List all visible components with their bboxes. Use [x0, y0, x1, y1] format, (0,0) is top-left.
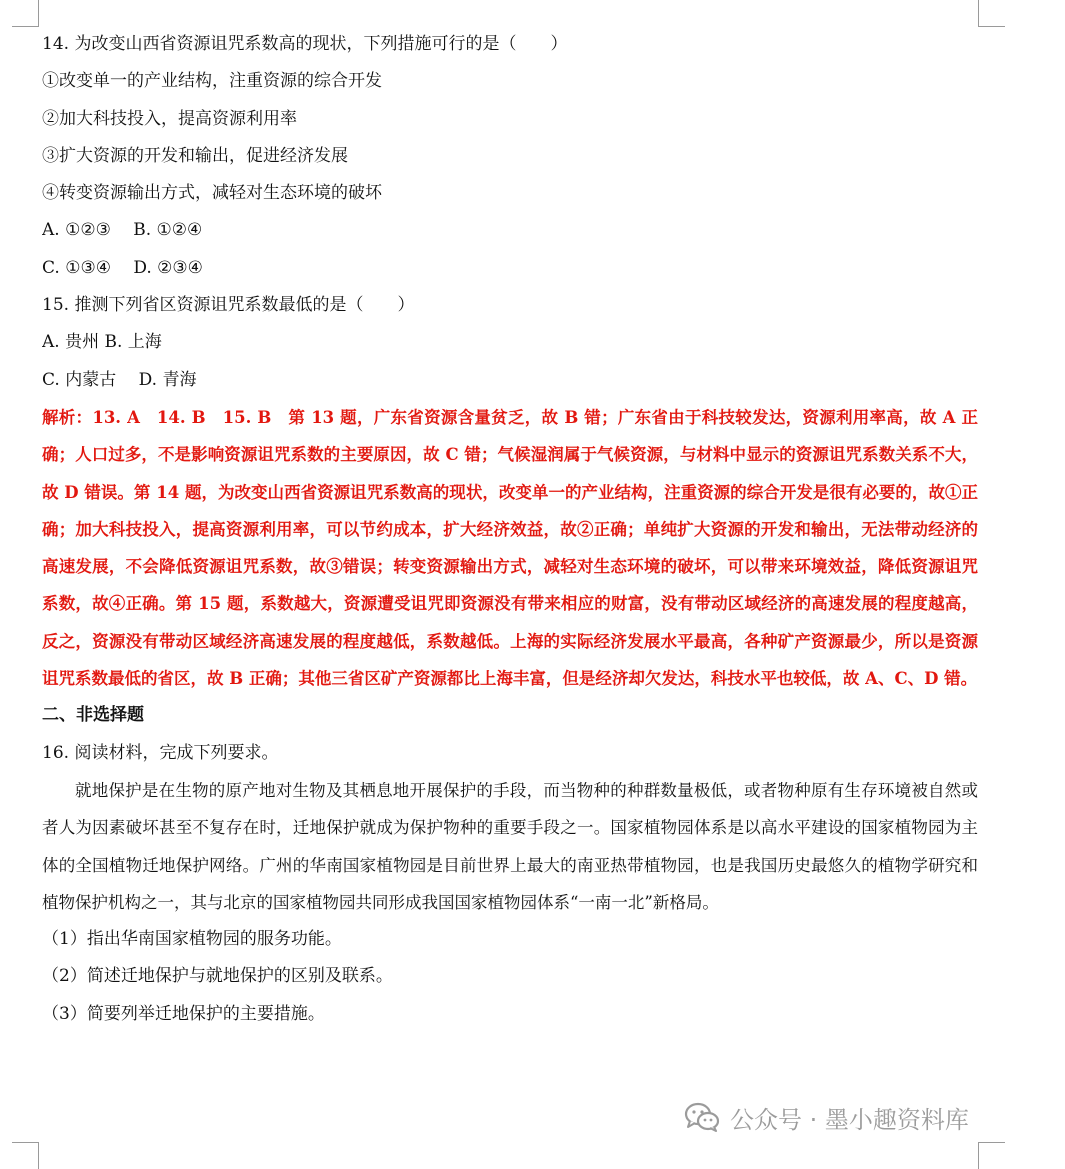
- watermark: [684, 1097, 969, 1137]
- crop-mark-bottom-left: [12, 1142, 39, 1169]
- wechat-icon: [684, 1102, 720, 1132]
- q15-stem: 15. 推测下列省区资源诅咒系数最低的是（ ）: [42, 295, 415, 316]
- q14-item-1: ①改变单一的产业结构，注重资源的综合开发: [42, 71, 382, 92]
- q16-subquestion-3: （3）简要列举迁地保护的主要措施。: [42, 1003, 325, 1024]
- watermark-text: 公众号 · 墨小趣资料库: [730, 1105, 969, 1134]
- q16-subquestion-1: （1）指出华南国家植物园的服务功能。: [42, 929, 342, 950]
- analysis-paragraph: 解析：13. A 14. B 15. B 第 13 题，广东省资源含量贫乏，故 B 错；广东省由于科技较发达，资源利用率高，故 A 正确；人口过多，不是影响资源诅咒系数的主要原因，故 C 错；气候湿润属于气候资源，与材料中显示的资源诅咒系数关系不大，故 D 错误。第 14 题，为改变山西省资源诅咒系数高的现状，改变单一的产业结构，注重资源的综合开发是很有必要的，故①正确；加大科技投入，提高资源利用率，可以节约成本，扩大经济效益，故②正确；单纯扩大资源的开发和输出，无法带动经济的高速发展，不会降低资源诅咒系数，故③错误；转变资源输出方式，减轻对生态环境的破坏，可以带来环境效益，降低资源诅咒系数，故④正确。第 15 题，系数越大，资源遭受诅咒即资源没有带来相应的财富，没有带动区域经济的高速发展的程度越高，反之，资源没有带动区域经济高速发展的程度越低，系数越低。上海的实际经济发展水平最高，各种矿产资源最少，所以是资源诅咒系数最低的省区，故 B 正确；其他三省区矿产资源都比上海丰富，但是经济却欠发达，科技水平也较低，故 A、C、D 错。: [42, 407, 978, 689]
- q16-stem: 16. 阅读材料，完成下列要求。: [42, 742, 279, 763]
- crop-mark-bottom-right: [978, 1142, 1005, 1169]
- q14-options-row-1: A. ①②③ B. ①②④: [42, 220, 203, 241]
- section-heading: 二、非选择题: [42, 705, 144, 726]
- q14-stem: 14. 为改变山西省资源诅咒系数高的现状，下列措施可行的是（ ）: [42, 34, 568, 54]
- q16-material: 就地保护是在生物的原产地对生物及其栖息地开展保护的手段，而当物种的种群数量极低，或者物种原有生存环境被自然或者人为因素破坏甚至不复存在时，迁地保护就成为保护物种的重要手段之一。国家植物园体系是以高水平建设的国家植物园为主体的全国植物迁地保护网络。广州的华南国家植物园是目前世界上最大的南亚热带植物园，也是我国历史最悠久的植物学研究和植物保护机构之一，其与北京的国家植物园共同形成我国国家植物园体系“一南一北”新格局。: [42, 780, 978, 912]
- document-body: [42, 26, 978, 1033]
- q15-options-row-1: A. 贵州 B. 上海: [42, 332, 162, 353]
- q14-options-row-2: C. ①③④ D. ②③④: [42, 257, 203, 278]
- crop-mark-top-left: [12, 0, 39, 27]
- q16-subquestion-2: （2）简述迁地保护与就地保护的区别及联系。: [42, 966, 393, 987]
- q14-item-3: ③扩大资源的开发和输出，促进经济发展: [42, 145, 348, 166]
- q15-options-row-2: C. 内蒙古 D. 青海: [42, 369, 197, 390]
- q14-item-4: ④转变资源输出方式，减轻对生态环境的破坏: [42, 183, 382, 204]
- q14-item-2: ②加大科技投入，提高资源利用率: [42, 108, 297, 129]
- crop-mark-top-right: [978, 0, 1005, 27]
